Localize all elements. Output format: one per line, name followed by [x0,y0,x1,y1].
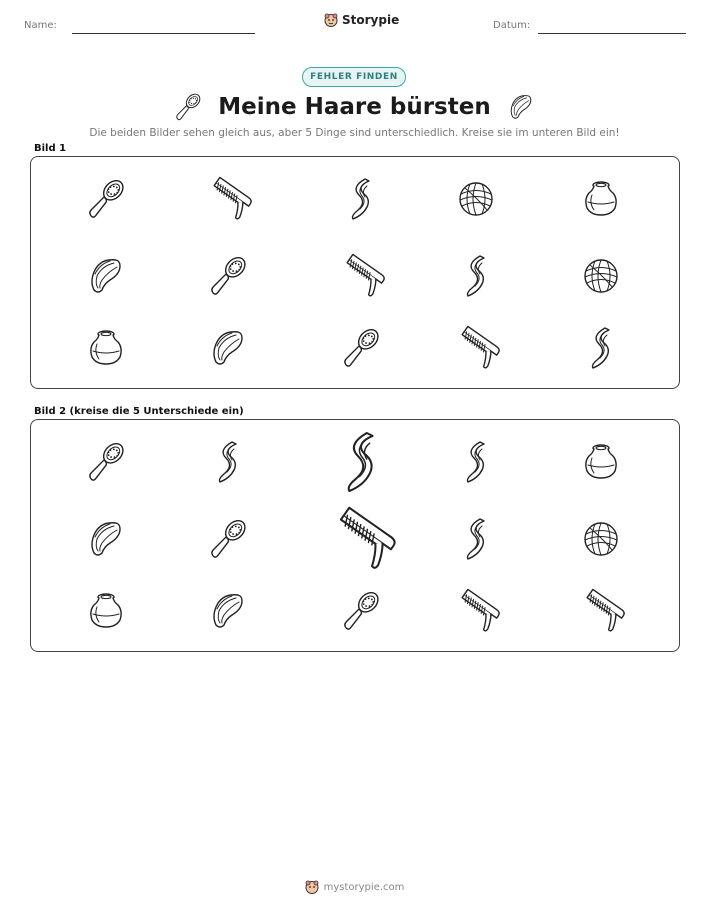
picture-2-label: Bild 2 (kreise die 5 Unterschiede ein) [34,406,244,417]
name-label: Name: [24,20,57,31]
date-label: Datum: [493,20,531,31]
picture-1-panel [30,156,680,389]
hair-lock-icon [468,519,485,559]
brush-icon [342,588,384,629]
picture-2-panel[interactable] [30,419,680,652]
hair-tuft-icon [92,523,120,555]
yarn-ball-icon [585,523,617,555]
comb-icon [339,254,386,297]
page-title: Meine Haare bürsten [218,94,491,120]
hair-tuft-icon [214,595,242,627]
jar-icon [91,331,121,364]
brush-icon [87,176,129,217]
storypie-logo [324,13,399,27]
category-badge: FEHLER FINDEN [302,67,406,87]
brush-icon [209,253,251,294]
jar-icon [91,594,121,627]
hair-lock-icon-large [349,433,373,491]
footer-site: mystorypie.com [323,881,405,893]
hair-lock-icon [220,442,237,482]
hair-lock-icon [468,442,485,482]
storypie-footer-icon [305,880,319,894]
comb-icon [579,589,626,632]
footer [0,880,709,894]
picture-2-grid [31,420,681,653]
date-line[interactable] [538,33,686,34]
comb-icon-large [329,508,397,570]
hair-tuft-icon [214,332,242,364]
jar-icon [586,445,616,478]
hair-tuft-icon [505,91,537,123]
instructions: Die beiden Bilder sehen gleich aus, aber 5 Dinge sind unterschiedlich. Kreise sie im unteren Bild ein! [89,127,620,139]
picture-1-grid [31,157,681,390]
picture-1-label: Bild 1 [34,143,67,154]
brush-icon [172,91,204,123]
hair-lock-icon [593,328,610,368]
jar-icon [586,182,616,215]
comb-icon [454,589,501,632]
brush-icon [342,325,384,366]
yarn-ball-icon [460,183,492,215]
brush-icon [209,516,251,557]
yarn-ball-icon [585,260,617,292]
hair-tuft-icon [92,260,120,292]
title-row [0,90,709,124]
storypie-logo-icon [324,13,338,27]
comb-icon [206,177,253,220]
brand-name: Storypie [342,13,400,27]
hair-lock-icon [468,256,485,296]
hair-lock-icon [353,179,370,219]
comb-icon [454,326,501,369]
brush-icon [87,439,129,480]
name-line[interactable] [72,33,255,34]
